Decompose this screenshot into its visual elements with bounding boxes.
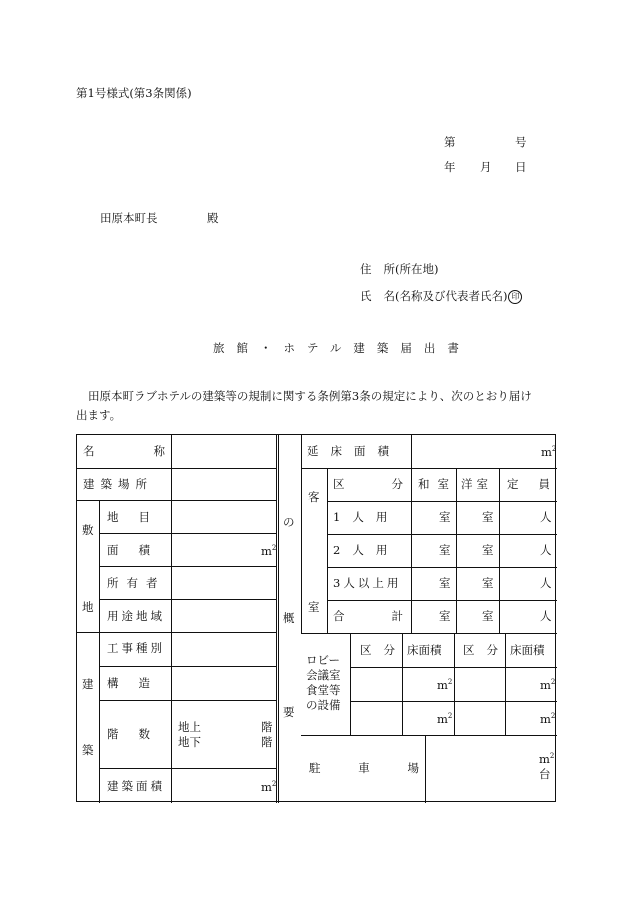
lobby-header-yuka-2: 床面積 bbox=[510, 643, 545, 657]
label-shiki: 敷 bbox=[82, 523, 94, 537]
date-year: 年 bbox=[444, 160, 456, 174]
unit-room-y-1: 室 bbox=[482, 510, 494, 524]
header-teiin: 定員 bbox=[507, 477, 570, 491]
label-kenchiku-menseki: 建築面積 bbox=[107, 779, 165, 793]
label-chiku: 築 bbox=[82, 743, 94, 757]
header-kubun: 区 分 bbox=[333, 477, 403, 491]
unit-room-y-3: 室 bbox=[482, 576, 494, 590]
document-title: 旅館・ホテル建築届出書 bbox=[213, 341, 471, 355]
unit-room-y-4: 室 bbox=[482, 609, 494, 623]
label-ken: 建 bbox=[82, 677, 94, 691]
lobby-line-2: 会議室 bbox=[306, 668, 341, 682]
lobby-header-kubun-1: 区分 bbox=[360, 643, 407, 657]
unit-room-y-2: 室 bbox=[482, 543, 494, 557]
unit-m2-lobby-3: $m^2$ bbox=[437, 711, 453, 726]
unit-m2-building: $m^2$ bbox=[261, 779, 277, 794]
unit-m2-nobe: $m^2$ bbox=[541, 444, 557, 459]
lobby-header-yuka-1: 床面積 bbox=[407, 643, 442, 657]
unit-m2-lobby-4: $m^2$ bbox=[540, 711, 556, 726]
header-washitsu: 和室 bbox=[418, 477, 457, 491]
form-number: 第1号様式(第3条関係) bbox=[76, 86, 192, 100]
name-label bbox=[360, 290, 522, 304]
label-menseki: 面積 bbox=[107, 543, 170, 557]
doc-number-dai: 第 bbox=[444, 135, 456, 149]
label-chimoku: 地目 bbox=[107, 510, 170, 524]
unit-room-w-2: 室 bbox=[439, 543, 451, 557]
addressee-name: 田原本町長 bbox=[100, 211, 158, 225]
label-kaisu: 階数 bbox=[107, 727, 170, 741]
address-label-1: 住 bbox=[360, 262, 372, 276]
unit-person-4: 人 bbox=[540, 609, 552, 623]
unit-person-2: 人 bbox=[540, 543, 552, 557]
label-kyaku: 客 bbox=[308, 490, 320, 504]
unit-room-w-4: 室 bbox=[439, 609, 451, 623]
label-chusha: 駐 車 場 bbox=[309, 761, 419, 775]
unit-person-3: 人 bbox=[540, 576, 552, 590]
label-kozo: 構造 bbox=[107, 676, 170, 690]
date-day: 日 bbox=[515, 160, 527, 174]
label-gai: 概 bbox=[283, 611, 295, 625]
label-koji: 工事種別 bbox=[107, 641, 165, 655]
label-shitsu-side: 室 bbox=[308, 600, 320, 614]
unit-kai-2: 階 bbox=[261, 735, 273, 749]
label-name: 名 称 bbox=[83, 444, 165, 458]
address-label bbox=[360, 264, 438, 276]
unit-kai-1: 階 bbox=[261, 720, 273, 734]
addressee-honorific: 殿 bbox=[207, 211, 219, 225]
label-yoto: 用途地域 bbox=[107, 609, 165, 623]
unit-room-w-1: 室 bbox=[439, 510, 451, 524]
label-nobe: 延床面積 bbox=[307, 444, 401, 458]
unit-room-w-3: 室 bbox=[439, 576, 451, 590]
lobby-line-4: の設備 bbox=[306, 698, 341, 712]
room-row-label-2: 2人用 bbox=[333, 543, 400, 557]
lobby-header-kubun-2: 区分 bbox=[463, 643, 510, 657]
header-yoshitsu: 洋室 bbox=[461, 477, 492, 491]
label-site: 建築場所 bbox=[83, 477, 153, 491]
doc-number-go: 号 bbox=[515, 135, 527, 149]
label-yo: 要 bbox=[283, 705, 295, 719]
unit-m2-parking: $m^2$ bbox=[539, 751, 555, 766]
label-chijo: 地上 bbox=[178, 720, 201, 734]
lobby-line-3: 食堂等 bbox=[306, 683, 341, 697]
summary-table bbox=[76, 434, 570, 802]
label-chika: 地下 bbox=[178, 735, 201, 749]
unit-person-1: 人 bbox=[540, 510, 552, 524]
label-no: の bbox=[283, 515, 295, 529]
label-chi: 地 bbox=[82, 600, 94, 614]
unit-m2-site: $m^2$ bbox=[261, 543, 277, 558]
name-label-1: 氏 bbox=[360, 289, 372, 303]
room-row-label-4: 合 計 bbox=[333, 609, 403, 623]
date-month: 月 bbox=[480, 160, 492, 174]
room-row-label-3: 3人以上用 bbox=[333, 576, 402, 590]
unit-m2-lobby-2: $m^2$ bbox=[540, 677, 556, 692]
unit-dai-parking: 台 bbox=[539, 767, 551, 781]
label-shoyusha: 所有者 bbox=[107, 576, 166, 590]
lobby-line-1: ロビー bbox=[306, 653, 341, 667]
unit-m2-lobby-1: $m^2$ bbox=[437, 677, 453, 692]
name-label-2: 名(名称及び代表者氏名) bbox=[383, 289, 508, 303]
room-row-label-1: 1人用 bbox=[333, 510, 400, 524]
intro-line-2: 出ます。 bbox=[76, 408, 122, 422]
seal-stamp: 印 bbox=[508, 290, 522, 304]
address-label-2: 所(所在地) bbox=[383, 262, 439, 276]
intro-line-1: 田原本町ラブホテルの建築等の規制に関する条例第3条の規定により、次のとおり届け bbox=[88, 389, 532, 403]
